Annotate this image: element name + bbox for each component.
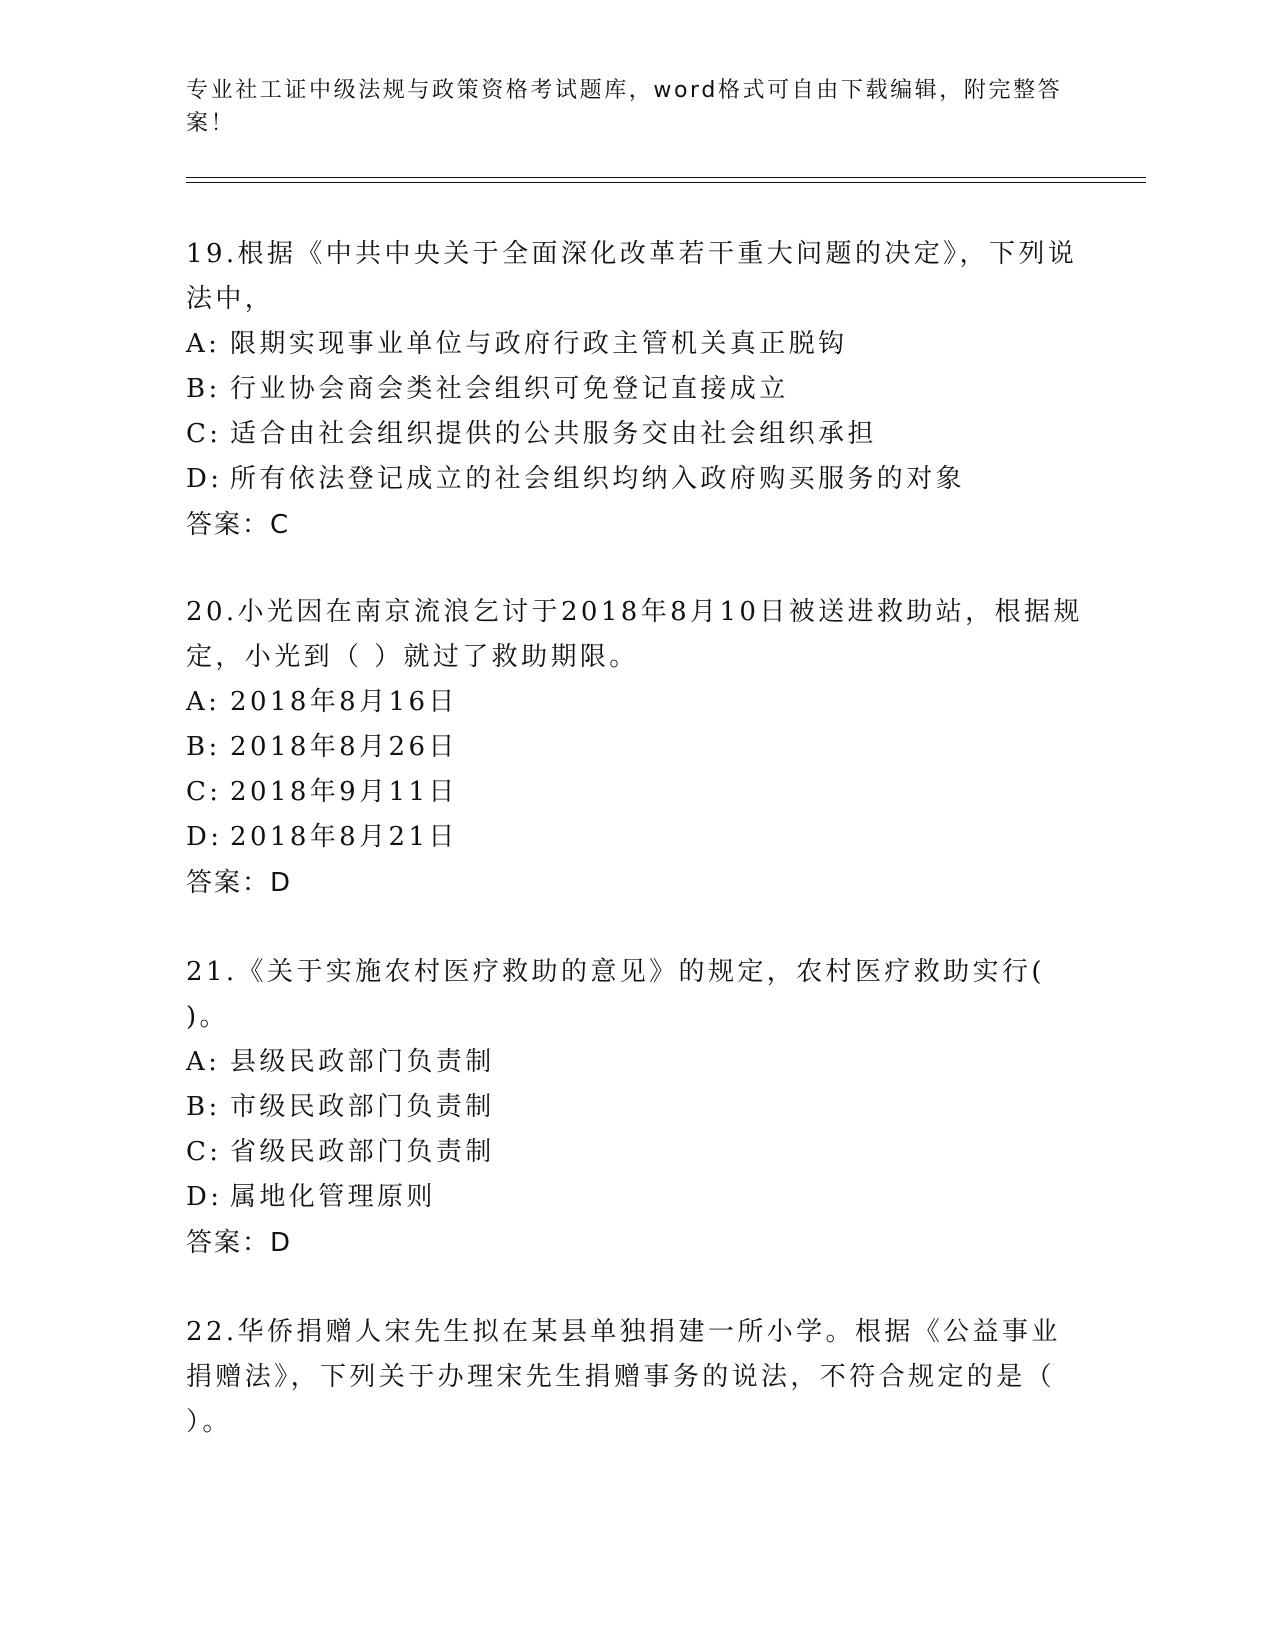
option-letter: A: [186,329,221,359]
question-20 [186,590,1086,907]
answer-line: 答案：D [186,868,293,898]
answer-line: 答案：C [186,510,291,540]
option-a [186,680,1086,725]
document-header: 专业社工证中级法规与政策资格考试题库，word格式可自由下载编辑，附完整答案！ [186,78,1063,136]
option-letter: B: [186,374,221,404]
option-text: 2018年9月11日 [230,777,458,807]
option-letter: D: [186,464,223,494]
option-letter: C: [186,777,222,807]
option-letter: A: [186,1047,221,1077]
option-letter: A: [186,687,221,717]
option-letter: B: [186,732,221,762]
question-stem: 20.小光因在南京流浪乞讨于2018年8月10日被送进救助站，根据规定，小光到（ ）就过了救助期限。 [186,597,1083,672]
option-b [186,725,1086,770]
option-text: 属地化管理原则 [230,1182,436,1212]
option-d [186,1175,1086,1220]
option-text: 行业协会商会类社会组织可免登记直接成立 [230,374,789,404]
option-text: 2018年8月16日 [230,687,458,717]
answer-line: 答案：D [186,1228,293,1258]
option-letter: C: [186,419,222,449]
question-21 [186,950,1086,1267]
option-b [186,367,1086,412]
option-b [186,1085,1086,1130]
option-a [186,1040,1086,1085]
option-text: 市级民政部门负责制 [230,1092,495,1122]
option-d [186,457,1086,502]
option-letter: C: [186,1137,222,1167]
option-text: 省级民政部门负责制 [230,1137,495,1167]
option-text: 适合由社会组织提供的公共服务交由社会组织承担 [230,419,877,449]
option-text: 县级民政部门负责制 [230,1047,495,1077]
option-c [186,1130,1086,1175]
question-19 [186,232,1086,549]
option-c [186,770,1086,815]
option-letter: D: [186,822,223,852]
question-stem: 22.华侨捐赠人宋先生拟在某县单独捐建一所小学。根据《公益事业捐赠法》，下列关于办理宋先生捐赠事务的说法，不符合规定的是（ ）。 [186,1317,1061,1437]
option-letter: D: [186,1182,223,1212]
option-d [186,815,1086,860]
option-a [186,322,1086,367]
option-text: 限期实现事业单位与政府行政主管机关真正脱钩 [230,329,848,359]
option-text: 2018年8月26日 [230,732,458,762]
question-stem: 19.根据《中共中央关于全面深化改革若干重大问题的决定》，下列说法中， [186,239,1078,314]
question-stem: 21.《关于实施农村医疗救助的意见》的规定，农村医疗救助实行( )。 [186,957,1045,1032]
question-22 [186,1310,1086,1445]
header-divider-top [186,177,1146,178]
option-c [186,412,1086,457]
header-divider-bottom [186,182,1146,183]
option-text: 2018年8月21日 [230,822,458,852]
option-text: 所有依法登记成立的社会组织均纳入政府购买服务的对象 [230,464,966,494]
option-letter: B: [186,1092,221,1122]
